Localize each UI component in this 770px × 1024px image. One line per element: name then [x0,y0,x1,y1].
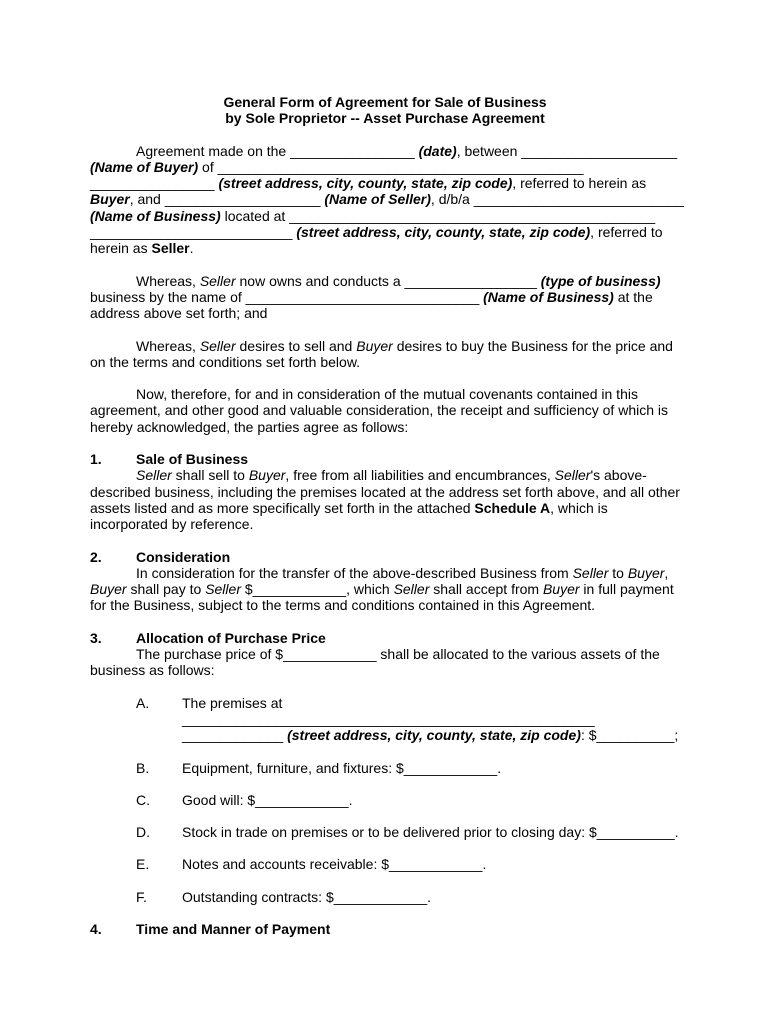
intro-text: Agreement made on the ________________ [136,142,419,159]
intro-paragraph [90,142,684,257]
address-label: (street address, city, county, state, zip code) [218,175,513,192]
section-2-body: In consideration for the transfer of the above-described Business from Seller to Buyer, Buyer shall pay to Seller $____________, which Seller shall accept from Buyer in full payment for the Business, subject to the terms and conditions contained in this Agreement. [90,564,674,614]
section-3-heading: 3. Allocation of Purchase Price [90,629,326,646]
business-type-label: (type of business) [540,272,661,289]
intro-text: . [189,240,194,257]
allocation-item-b: B. Equipment, furniture, and fixtures: $____________. [136,759,502,776]
now-therefore-paragraph: Now, therefore, for and in consideration of the mutual covenants contained in this agreement, and other good and valuable consideration, the receipt and sufficiency of which is hereby acknowledged, the parties agree as follows: [90,386,668,435]
intro-text: __________________________ [90,224,297,241]
intro-text: , and ____________________ [129,191,325,208]
section-2-heading: 2. Consideration [90,548,231,565]
buyer-name-label: (Name of Buyer) [90,158,199,175]
buyer-term: Buyer [90,191,130,208]
date-label: (date) [418,142,457,159]
intro-text: , d/b/a ___________________________ [430,191,684,208]
section-1-heading: 1. Sale of Business [90,451,249,468]
intro-text: herein as [90,240,152,257]
document-title-line-2: by Sole Proprietor -- Asset Purchase Agreement [225,110,545,127]
section-3-body: The purchase price of $____________ shall be allocated to the various assets of the business as follows: [90,646,660,679]
section-4-heading: 4. Time and Manner of Payment [90,920,331,937]
section-1-body: Seller shall sell to Buyer, free from all liabilities and encumbrances, Seller's above-described business, including the premises located at the address set forth above, and all other assets listed and as more specifically set forth in the attached Schedule A, which is incorporated by reference. [90,467,680,533]
intro-text: ________________ [90,175,219,192]
allocation-item-a: A. The premises at _____________________________________________________ _____________ (street address, city, county, state, zip code): $__________; [136,694,679,744]
allocation-item-e: E. Notes and accounts receivable: $____________. [136,856,487,873]
seller-name-label: (Name of Seller) [324,191,431,208]
allocation-item-c: C. Good will: $____________. [136,791,353,808]
business-name-label: (Name of Business) [90,207,221,224]
seller-term: Seller [151,240,190,257]
intro-text: located at _______________________________________________ [220,207,656,224]
address-label: (street address, city, county, state, zip code) [296,224,591,241]
document-body [90,94,684,937]
allocation-item-f: F. Outstanding contracts: $____________. [136,888,432,905]
intro-text: , between ____________________ [456,142,678,159]
intro-text: of _______________________________________________ [198,158,584,175]
schedule-a-reference: Schedule A [474,499,551,516]
address-label: (street address, city, county, state, zip code) [287,727,581,744]
intro-text: , referred to [590,224,663,241]
whereas-paragraph-1: Whereas, Seller now owns and conducts a _________________ (type of business) business by the name of ______________________________ (Name of Business) at the address above set forth; and [90,272,661,322]
intro-text: , referred to herein as [512,175,647,192]
business-name-label: (Name of Business) [483,288,614,305]
document-title-line-1: General Form of Agreement for Sale of Business [223,94,547,110]
whereas-paragraph-2: Whereas, Seller desires to sell and Buyer desires to buy the Business for the price and on the terms and conditions set forth below. [90,337,673,370]
allocation-item-d: D. Stock in trade on premises or to be delivered prior to closing day: $__________. [136,824,679,841]
